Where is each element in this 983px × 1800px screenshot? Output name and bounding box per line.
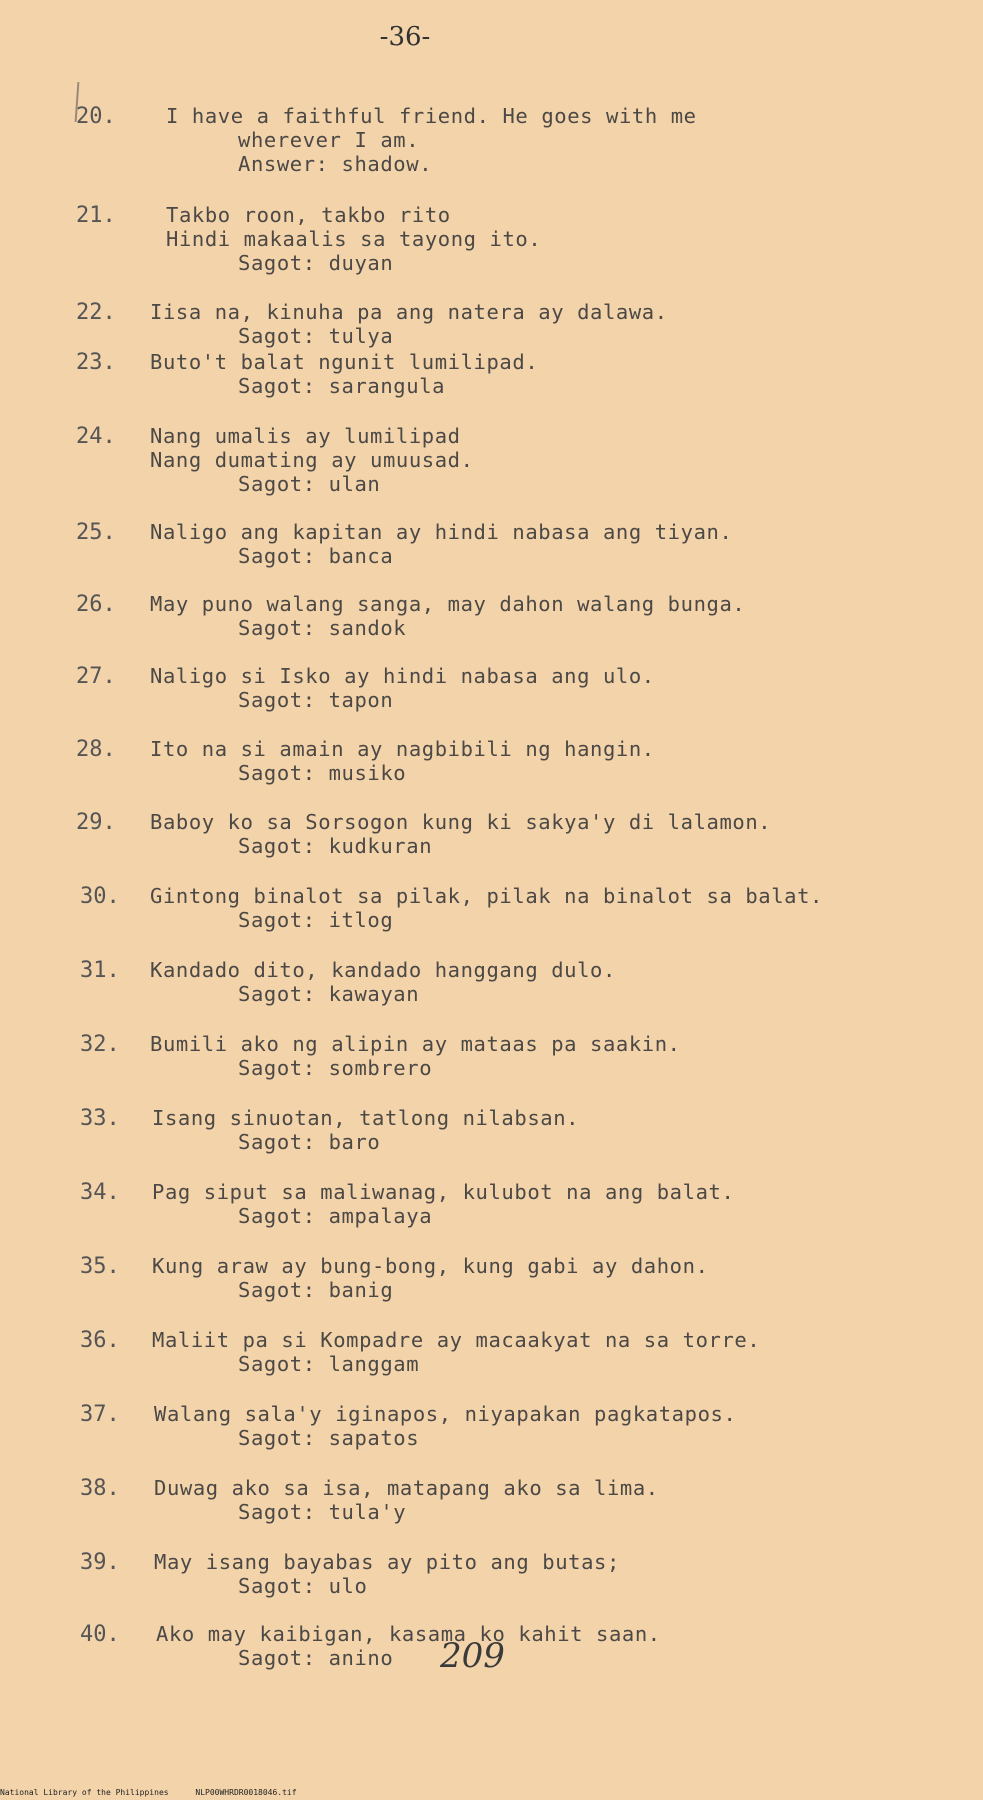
riddle-text-line: Pag siput sa maliwanag, kulubot na ang balat. [152,1180,735,1204]
riddle-answer: Answer: shadow. [238,152,433,176]
riddle-text-line: Gintong binalot sa pilak, pilak na binalot sa balat. [150,884,823,908]
riddle-number: 30. [80,884,120,909]
riddle-number: 26. [76,592,116,617]
riddle-text-line: May puno walang sanga, may dahon walang bunga. [150,592,746,616]
riddle-text-line: Hindi makaalis sa tayong ito. [166,227,542,251]
riddle-number: 32. [80,1032,120,1057]
riddle-answer: Sagot: anino [238,1646,394,1670]
riddle-text-line: Walang sala'y iginapos, niyapakan pagkatapos. [154,1402,737,1426]
footer-library: National Library of the Philippines [0,1788,169,1797]
riddle-number: 35. [80,1254,120,1279]
riddle-answer: Sagot: banig [238,1278,394,1302]
riddle-number: 38. [80,1476,120,1501]
riddle-number: 20. [76,104,116,129]
riddle-text-line: Bumili ako ng alipin ay mataas pa saakin. [150,1032,681,1056]
riddle-answer: Sagot: tapon [238,688,394,712]
riddle-number: 23. [76,350,116,375]
riddle-text-line: Duwag ako sa isa, matapang ako sa lima. [154,1476,659,1500]
riddle-text-line: wherever I am. [238,128,420,152]
riddle-number: 28. [76,737,116,762]
riddle-number: 22. [76,300,116,325]
riddle-number: 24. [76,424,116,449]
riddle-text-line: Iisa na, kinuha pa ang natera ay dalawa. [150,300,668,324]
riddle-number: 27. [76,664,116,689]
riddle-answer: Sagot: baro [238,1130,381,1154]
riddle-answer: Sagot: banca [238,544,394,568]
riddle-number: 37. [80,1402,120,1427]
footer-filename: NLP00WHRDR0018046.tif [195,1788,297,1797]
riddle-text-line: Nang umalis ay lumilipad [150,424,461,448]
riddle-answer: Sagot: sandok [238,616,407,640]
riddle-number: 39. [80,1550,120,1575]
riddle-text-line: Kandado dito, kandado hanggang dulo. [150,958,616,982]
riddle-answer: Sagot: tula'y [238,1500,407,1524]
riddle-answer: Sagot: ulo [238,1574,368,1598]
riddle-text-line: Buto't balat ngunit lumilipad. [150,350,539,374]
riddle-number: 25. [76,520,116,545]
riddle-text-line: Kung araw ay bung-bong, kung gabi ay dahon. [152,1254,709,1278]
riddle-answer: Sagot: sarangula [238,374,446,398]
page-number: -36- [379,22,431,52]
riddle-number: 29. [76,810,116,835]
riddle-text-line: Maliit pa si Kompadre ay macaakyat na sa torre. [152,1328,761,1352]
riddle-answer: Sagot: ulan [238,472,381,496]
riddle-text-line: Nang dumating ay umuusad. [150,448,474,472]
riddle-answer: Sagot: sapatos [238,1426,420,1450]
riddle-answer: Sagot: langgam [238,1352,420,1376]
riddle-number: 40. [80,1622,120,1647]
riddle-answer: Sagot: kawayan [238,982,420,1006]
riddle-text-line: Takbo roon, takbo rito [166,203,451,227]
riddle-text-line: May isang bayabas ay pito ang butas; [154,1550,620,1574]
riddle-number: 34. [80,1180,120,1205]
riddle-text-line: Naligo ang kapitan ay hindi nabasa ang tiyan. [150,520,733,544]
scan-footer [0,1788,983,1800]
riddle-text-line: Isang sinuotan, tatlong nilabsan. [152,1106,580,1130]
handwritten-page-number: 209 [440,1636,505,1676]
riddle-number: 21. [76,203,116,228]
riddle-answer: Sagot: kudkuran [238,834,433,858]
riddle-answer: Sagot: itlog [238,908,394,932]
riddle-answer: Sagot: tulya [238,324,394,348]
riddle-number: 31. [80,958,120,983]
riddle-text-line: Naligo si Isko ay hindi nabasa ang ulo. [150,664,655,688]
riddle-answer: Sagot: duyan [238,251,394,275]
riddle-text-line: Ako may kaibigan, kasama ko kahit saan. [156,1622,661,1646]
riddle-answer: Sagot: sombrero [238,1056,433,1080]
riddle-text-line: Ito na si amain ay nagbibili ng hangin. [150,737,655,761]
riddle-answer: Sagot: musiko [238,761,407,785]
riddle-number: 33. [80,1106,120,1131]
riddle-number: 36. [80,1328,120,1353]
riddle-answer: Sagot: ampalaya [238,1204,433,1228]
riddle-text-line: Baboy ko sa Sorsogon kung ki sakya'y di lalamon. [150,810,772,834]
riddle-text-line: I have a faithful friend. He goes with me [166,104,697,128]
